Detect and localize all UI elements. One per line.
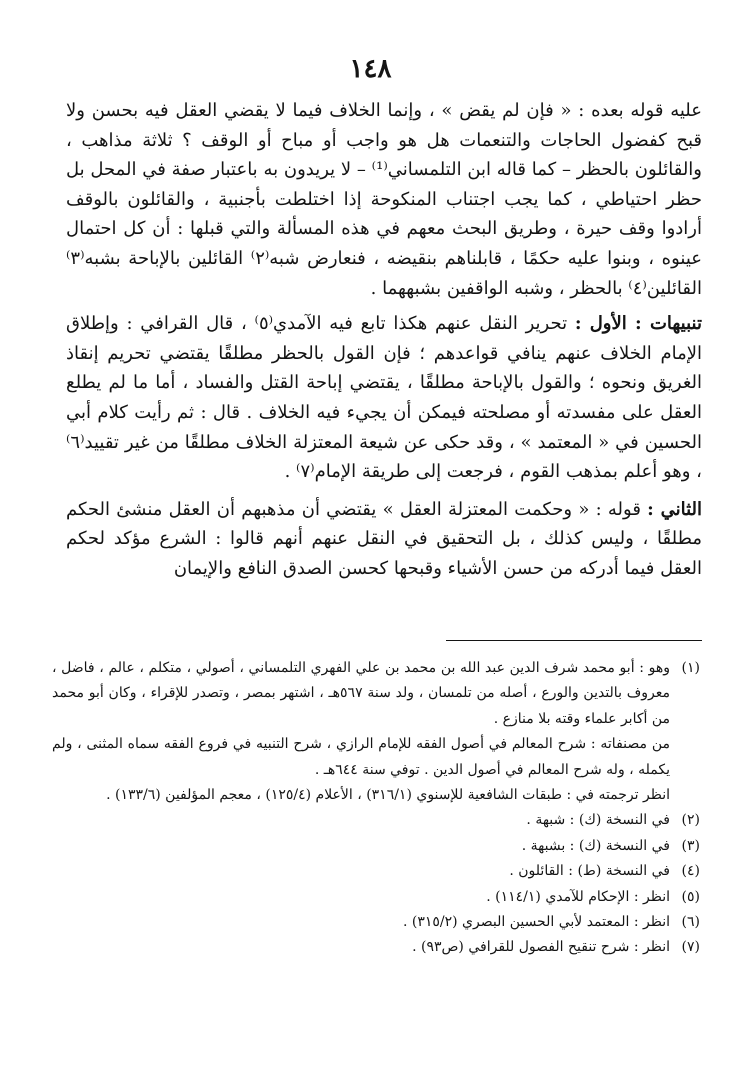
page-number: ١٤٨ xyxy=(349,54,392,84)
footnote-item xyxy=(52,935,700,960)
footnote-number: (٧) xyxy=(681,939,700,956)
main-text xyxy=(66,96,702,584)
footnote-bio: وهو : أبو محمد شرف الدين عبد الله بن محمد بن علي الفهري التلمساني ، أصولي ، متكلم ، عالم ، فاضل ، معروف بالتدين والورع ، أصله من تلمسان ، ولد سنة ٥٦٧هـ ، اشتهر بمصر ، وتصدر للإقراء ، وكان أبو محمد من أكابر علماء وقته بلا منازع . xyxy=(52,660,670,727)
footnote-separator xyxy=(446,640,702,641)
footnote-number: (٦) xyxy=(681,914,700,931)
footnote-item xyxy=(52,834,700,859)
footnote-text: انظر : المعتمد لأبي الحسين البصري (٣١٥/٢) . xyxy=(402,914,670,931)
footnotes xyxy=(52,656,700,961)
footnote-text: في النسخة (ك) : شبهة . xyxy=(526,812,670,829)
note-first-text: تحرير النقل عنهم هكذا تابع فيه الآمدي⁽٥⁾ ، قال القرافي : وإطلاق الإمام الخلاف عنهم ينافي قواعدهم ؛ فإن القول بالحظر مطلقًا يقتضي تحريم إنقاذ الغريق ونحوه ؛ والقول بالإباحة مطلقًا ، يقتضي إباحة القتل والفساد ، أما ما لم يطلع العقل على مفسدته أو مصلحته فيمكن أن يجيء فيه الخلاف . قال : ثم رأيت كلام أبي الحسين في « المعتمد » ، وقد حكى عن شيعة المعتزلة الخلاف مطلقًا من غير تقييد⁽٦⁾ ، وهو أعلم بمذهب القوم ، فرجعت إلى طريقة الإمام⁽٧⁾ . xyxy=(66,313,702,483)
intro-paragraph: عليه قوله بعده : « فإن لم يقض » ، وإنما الخلاف فيما لا يقضي العقل فيه بحسن ولا قبح كفضول الحاجات والتنعمات هل هو واجب أو مباح أو الوقف ؟ ثلاثة مذاهب ، والقائلون بالحظر – كما قاله ابن التلمساني⁽¹⁾ – لا يريدون به باعتبار صفة في المحل بل حظر احتياطي ، كما يجب اجتناب المنكوحة إذا اختلطت بأجنبية ، والقائلون بالوقف أرادوا وقف حيرة ، وطريق البحث معهم في هذه المسألة والتي قبلها : أن كل احتمال عينوه ، وبنوا عليه حكمًا ، قابلناهم بنقيضه ، فنعارض شبه⁽٢⁾ القائلين بالإباحة بشبه⁽٣⁾ القائلين⁽٤⁾ بالحظر ، وشبه الواقفين بشبههما . xyxy=(66,100,702,299)
footnote-item xyxy=(52,656,700,808)
footnote-number: (١) xyxy=(681,660,700,676)
note-second-paragraph xyxy=(66,495,702,584)
footnote-item xyxy=(52,808,700,833)
footnote-text xyxy=(52,656,670,808)
footnote-number: (٢) xyxy=(681,812,700,829)
footnote-item xyxy=(52,885,700,910)
note-first-heading: تنبيهات : الأول : xyxy=(574,313,702,335)
footnote-number: (٣) xyxy=(681,837,700,854)
footnote-text: في النسخة (ط) : القائلون . xyxy=(509,863,670,880)
footnote-text: انظر : الإحكام للآمدي (١١٤/١) . xyxy=(486,888,670,905)
footnote-number: (٥) xyxy=(681,888,700,905)
footnote-works: من مصنفاته : شرح المعالم في أصول الفقه للإمام الرازي ، شرح التنبيه في فروع الفقه سماه المثنى ، ولم يكمله ، وله شرح المعالم في أصول الدين . توفي سنة ٦٤٤هـ . xyxy=(52,736,670,778)
footnote-item xyxy=(52,910,700,935)
footnote-item xyxy=(52,859,700,884)
note-second-heading: الثاني : xyxy=(647,498,702,520)
footnote-text: انظر : شرح تنقيح الفصول للقرافي (ص٩٣) . xyxy=(412,939,670,956)
footnote-text: في النسخة (ك) : بشبهة . xyxy=(521,837,670,854)
footnote-number: (٤) xyxy=(681,863,700,880)
note-second-text: قوله : « وحكمت المعتزلة العقل » يقتضي أن مذهبهم أن العقل منشئ الحكم مطلقًا ، وليس كذلك ، بل التحقيق في النقل عنهم أنهم قالوا : الشرع مؤكد لحكم العقل فيما أدركه من حسن الأشياء وقبحها كحسن الصدق النافع والإيمان xyxy=(66,498,702,579)
note-first-paragraph xyxy=(66,309,702,487)
footnote-sources: انظر ترجمته في : طبقات الشافعية للإسنوي (٣١٦/١) ، الأعلام (١٢٥/٤) ، معجم المؤلفين (١٣٣/٦) . xyxy=(106,787,670,804)
